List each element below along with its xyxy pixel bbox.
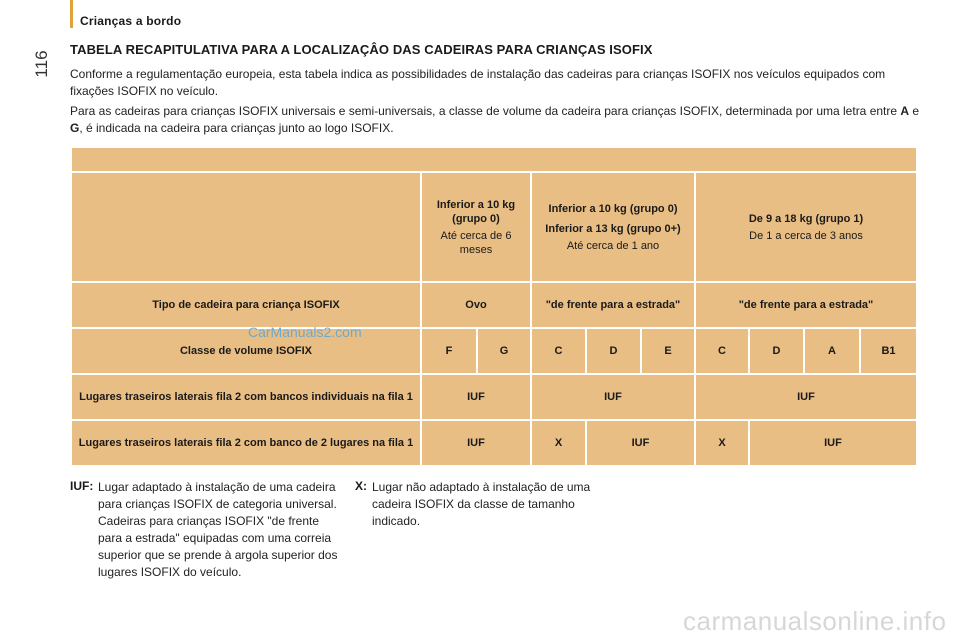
row-label-bench-seat: Lugares traseiros laterais fila 2 com banco de 2 lugares na fila 1 — [71, 420, 421, 466]
isofix-table — [70, 146, 918, 467]
class-cell: E — [641, 328, 695, 374]
table-row-volume-class — [71, 328, 917, 374]
page-title: TABELA RECAPITULATIVA PARA A LOCALIZAÇÂO DAS CADEIRAS PARA CRIANÇAS ISOFIX — [70, 42, 653, 57]
row-label-volume-class: Classe de volume ISOFIX — [71, 328, 421, 374]
class-cell: B1 — [860, 328, 917, 374]
section-accent-bar — [70, 0, 73, 28]
group-0plus-cell: Inferior a 10 kg (grupo 0) Inferior a 13 kg (grupo 0+) Até cerca de 1 ano — [531, 172, 695, 282]
intro-paragraph-2: Para as cadeiras para crianças ISOFIX universais e semi-universais, a classe de volume da cadeira para crianças ISOFIX, determinada por uma letra entre A e G, é indicada na cadeira para crianças junto ao logo ISOFIX. — [70, 104, 920, 135]
group-1-cell: De 9 a 18 kg (grupo 1) De 1 a cerca de 3 anos — [695, 172, 917, 282]
table-row-seat-type — [71, 282, 917, 328]
class-cell: F — [421, 328, 477, 374]
individual-g0plus-value: IUF — [531, 374, 695, 420]
table-row-bench-seat — [71, 420, 917, 466]
individual-g1-value: IUF — [695, 374, 917, 420]
row-label-individual-seats: Lugares traseiros laterais fila 2 com bancos individuais na fila 1 — [71, 374, 421, 420]
table-header-strip — [71, 147, 917, 172]
bench-g0plus-c-value: X — [531, 420, 586, 466]
table-row-individual-seats — [71, 374, 917, 420]
legend-x-key: X: — [355, 479, 367, 493]
row-label-seat-type: Tipo de cadeira para criança ISOFIX — [71, 282, 421, 328]
footer-watermark: carmanualsonline.info — [683, 606, 947, 636]
legend-iuf-key: IUF: — [70, 479, 94, 493]
group-0-cell: Inferior a 10 kg (grupo 0) Até cerca de 6 meses — [421, 172, 531, 282]
carmanuals-watermark: CarManuals2.com — [248, 324, 362, 340]
intro-paragraph-1: Conforme a regulamentação europeia, esta tabela indica as possibilidades de instalação das cadeiras para crianças ISOFIX nos veículos equipados com fixações ISOFIX no veículo. — [70, 67, 886, 98]
legend-iuf-text: Lugar adaptado à instalação de uma cadeira para crianças ISOFIX de categoria universal. Cadeiras para crianças ISOFIX "de frente para a estrada" equipadas com uma correia superior que se prende à argola superior dos lugares ISOFIX do veículo. — [98, 480, 338, 579]
class-cell: D — [749, 328, 804, 374]
bench-g0-value: IUF — [421, 420, 531, 466]
class-cell: D — [586, 328, 641, 374]
table-row-weight-groups — [71, 172, 917, 282]
class-cell: C — [695, 328, 749, 374]
section-title: Crianças a bordo — [80, 14, 182, 28]
page-number: 116 — [32, 50, 51, 78]
seat-type-ovo: Ovo — [421, 282, 531, 328]
bench-g1-c-value: X — [695, 420, 749, 466]
individual-g0-value: IUF — [421, 374, 531, 420]
legend-x-text: Lugar não adaptado à instalação de uma cadeira ISOFIX da classe de tamanho indicado. — [372, 480, 591, 528]
seat-type-frente: "de frente para a estrada" — [531, 282, 695, 328]
class-cell: A — [804, 328, 860, 374]
empty-corner-cell — [71, 172, 421, 282]
bench-g1-dab-value: IUF — [749, 420, 917, 466]
class-cell: C — [531, 328, 586, 374]
bench-g0plus-de-value: IUF — [586, 420, 695, 466]
class-cell: G — [477, 328, 531, 374]
seat-type-frente-estrada: "de frente para a estrada" — [695, 282, 917, 328]
